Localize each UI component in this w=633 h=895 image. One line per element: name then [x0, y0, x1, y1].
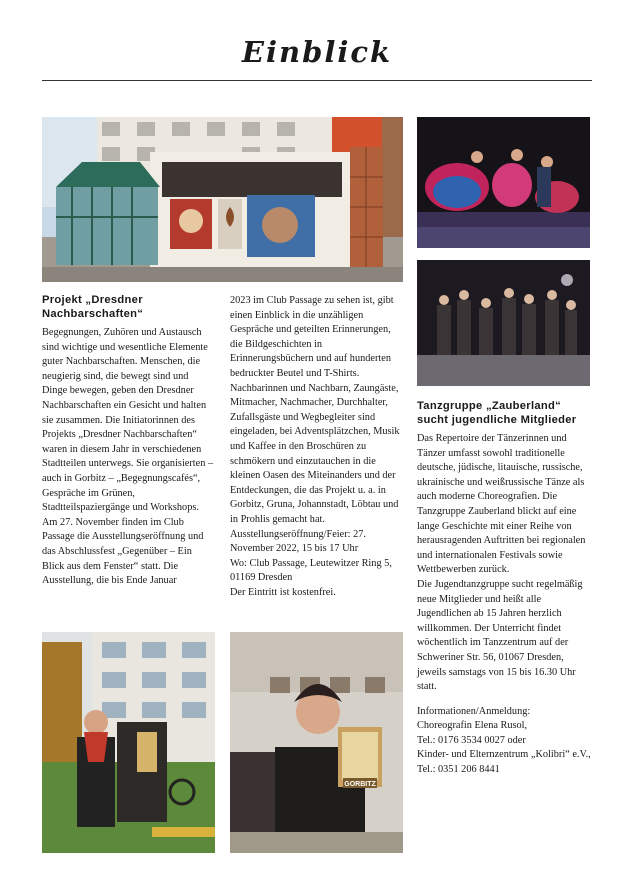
- dance-photo-group: [417, 260, 590, 386]
- indoor-photo-woman-book: [230, 632, 403, 853]
- article1-col2-admission: Der Eintritt ist kostenfrei.: [230, 586, 336, 598]
- article1-col1-para2: Am 27. November finden im Club Passage die Ausstellungseröffnung und das Abschlussfest „Gegenüber – Ein Blick aus dem Fenster“ statt. Die Ausstellung, die bis Ende Januar: [42, 516, 204, 587]
- book-badge: GORBITZ: [344, 781, 376, 788]
- article2-contact-line3: Tel.: 0176 3534 0027 oder: [417, 734, 526, 746]
- article2-para1: Das Repertoire der Tänzerinnen und Tänzer umfasst sowohl traditionelle deutsche, jüdische, litauische, russische, ukrainische und weißrussische Tänze als auch moderne Choreografien. Die Tanzgruppe Zauberland blickt auf eine lange Geschichte mit einer Reihe von herausragenden Auftritten bei regionalen und internationalen Festivals sowie Wettbewerben zurück.: [417, 433, 586, 576]
- dance-photo-costumes: [417, 117, 590, 248]
- article1-column2: [230, 294, 404, 600]
- article2-para2: Die Jugendtanzgruppe sucht regelmäßig neue Mitglieder und heißt alle Jugendlichen ab 15 Jahren herzlich willkommen. Der Unterricht findet wöchentlich im Tanzzentrum auf der Schweriner Str. 56, 01067 Dresden, jeweils samstags von 15 bis 16.30 Uhr statt.: [417, 578, 583, 693]
- article1-col1-para1: Begegnungen, Zuhören und Austausch sind wichtige und wesentliche Elemente guter Nachbarschaften. Menschen, die neugierig sind, die bewegt sind und Dinge bewegen, geben den Dresdner Nachbarschaften ein Gesicht und halten sie zusammen. Die Initiatorinnen des Projekts „Dresdner Nachbarschaften“ waren in diesem Jahr in verschiedenen Stadtteilen unterwegs. Sie organisierten – auch in Gorbitz – „Begegnungscafés“, Gespräche im Grünen, Stadtteilspaziergänge und Workshops.: [42, 327, 214, 514]
- article1-column1: [42, 294, 216, 589]
- article2-contact-line2: Choreografin Elena Rusol,: [417, 720, 528, 732]
- article1-col2-location: Wo: Club Passage, Leutewitzer Ring 5, 01169 Dresden: [230, 557, 392, 584]
- building-photo: [42, 117, 403, 282]
- article2-contact-line1: Informationen/Anmeldung:: [417, 705, 531, 717]
- page-header: [42, 30, 592, 81]
- article1-col2-event: Ausstellungseröffnung/Feier: 27. November 2022, 15 bis 17 Uhr: [230, 528, 366, 555]
- street-photo-woman: [42, 632, 215, 853]
- article2-heading: Tanzgruppe „Zauberland“ sucht jugendliche Mitglieder: [417, 400, 577, 426]
- page-title: Einblick: [241, 35, 393, 69]
- article1-col2-para1: 2023 im Club Passage zu sehen ist, gibt einen Einblick in die unzähligen Gespräche und geteilten Erinnerungen, die Bildgeschichten in Erinnerungsbüchern und auf hunderten bedruckter Beutel und T-Shirts. Nachbarinnen und Nachbarn, Zaungäste, Mitmacher, Nachmacher, Durchhalter, Zufallsgäste und Wegbegleiter sind eingeladen, bei Adventsplätzchen, Musik und Kaffee in den Broschüren zu schmökern und einzutauchen in die kleinen Oasen des Miteinanders und der Entdeckungen, die das Projekt u. a. in Gorbitz, Gruna, Johannstadt, Löbtau und in Prohlis gemacht hat.: [230, 295, 400, 525]
- article2-column: [417, 400, 591, 778]
- article2-contact-line4: Kinder- und Elternzentrum „Kolibri“ e.V., Tel.: 0351 206 8441: [417, 749, 591, 776]
- article1-heading: Projekt „Dresdner Nachbarschaften“: [42, 294, 144, 320]
